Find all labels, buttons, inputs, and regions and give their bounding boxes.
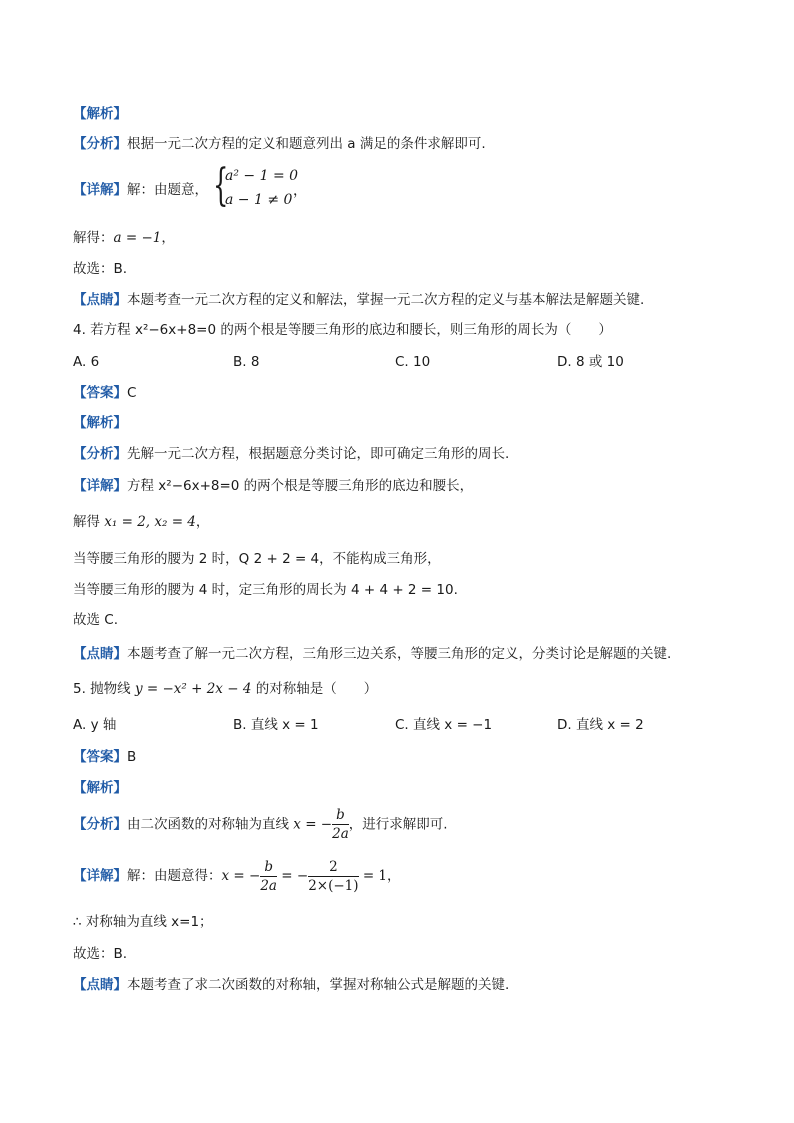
q5-xiangjie: 【详解】解：由题意得：x = − $\frac{b}{2a}$ = − $\frac{2}{2\times(-1)}$ = 1， xyxy=(73,858,401,894)
q4-stem: 4. 若方程 x²−6x+8=0 的两个根是等腰三角形的底边和腰长，则三角形的周长为（ ） xyxy=(73,322,612,338)
q5-option-c: C. 直线 x = −1 xyxy=(395,717,493,733)
q5-guxuan: 故选：B. xyxy=(73,946,128,962)
q4-option-c: C. 10 xyxy=(395,354,431,370)
fraction-b-over-2a: $\frac{b}{2a}$ xyxy=(332,807,349,842)
dianjing-tag: 【点睛】 xyxy=(73,292,127,308)
q3-fenxi: 【分析】根据一元二次方程的定义和题意列出 a 满足的条件求解即可. xyxy=(73,136,486,152)
q5-therefore: ∴ 对称轴为直线 x=1； xyxy=(73,914,213,930)
q3-jiexi-heading: 【解析】 xyxy=(73,106,127,122)
q4-dianjing: 【点睛】本题考查了解一元二次方程，三角形三边关系，等腰三角形的定义，分类讨论是解题的关键. xyxy=(73,646,672,662)
q3-jiede: 解得：a = −1， xyxy=(73,230,175,246)
q5-stem: 5. 抛物线 y = −x² + 2x − 4 的对称轴是（ ） xyxy=(73,681,378,697)
q4-case-1: 当等腰三角形的腰为 2 时，Q 2 + 2 = 4，不能构成三角形， xyxy=(73,551,441,567)
q5-option-a: A. y 轴 xyxy=(73,717,117,733)
q5-answer: 【答案】B xyxy=(73,749,137,765)
q5-dianjing: 【点睛】本题考查了求二次函数的对称轴，掌握对称轴公式是解题的关键. xyxy=(73,977,510,993)
q4-option-d: D. 8 或 10 xyxy=(557,354,624,370)
q4-case-2: 当等腰三角形的腰为 4 时，定三角形的周长为 4 + 4 + 2 = 10. xyxy=(73,582,458,598)
q5-fenxi: 【分析】由二次函数的对称轴为直线 x = − $\frac{b}{2a}$ ，进行求解即可. xyxy=(73,807,448,842)
q5-option-b: B. 直线 x = 1 xyxy=(233,717,319,733)
system-row-1: a² − 1 = 0 xyxy=(225,168,299,184)
q4-jiexi-heading: 【解析】 xyxy=(73,415,127,431)
q3-xiangjie: 【详解】解：由题意， xyxy=(73,182,208,198)
fenxi-tag: 【分析】 xyxy=(73,136,127,152)
q5-option-d: D. 直线 x = 2 xyxy=(557,717,644,733)
q4-option-a: A. 6 xyxy=(73,354,100,370)
q4-option-b: B. 8 xyxy=(233,354,260,370)
xiangjie-tag: 【详解】 xyxy=(73,182,127,198)
q4-xiangjie: 【详解】方程 x²−6x+8=0 的两个根是等腰三角形的底边和腰长， xyxy=(73,478,474,494)
q4-fenxi: 【分析】先解一元二次方程，根据题意分类讨论，即可确定三角形的周长. xyxy=(73,446,510,462)
q4-jiede: 解得 x₁ = 2, x₂ = 4， xyxy=(73,514,210,530)
fraction-2-over-neg1: $\frac{2}{2\times(-1)}$ xyxy=(308,858,359,894)
q4-answer: 【答案】C xyxy=(73,385,137,401)
q4-guxuan: 故选 C. xyxy=(73,612,119,628)
q3-guxuan: 故选：B. xyxy=(73,261,128,277)
q5-jiexi-heading: 【解析】 xyxy=(73,780,127,796)
system-row-2: a − 1 ≠ 0 xyxy=(225,192,293,208)
q3-dianjing: 【点睛】本题考查一元二次方程的定义和解法，掌握一元二次方程的定义与基本解法是解题关键. xyxy=(73,292,645,308)
fraction-b-over-2a: $\frac{b}{2a}$ xyxy=(260,858,277,894)
